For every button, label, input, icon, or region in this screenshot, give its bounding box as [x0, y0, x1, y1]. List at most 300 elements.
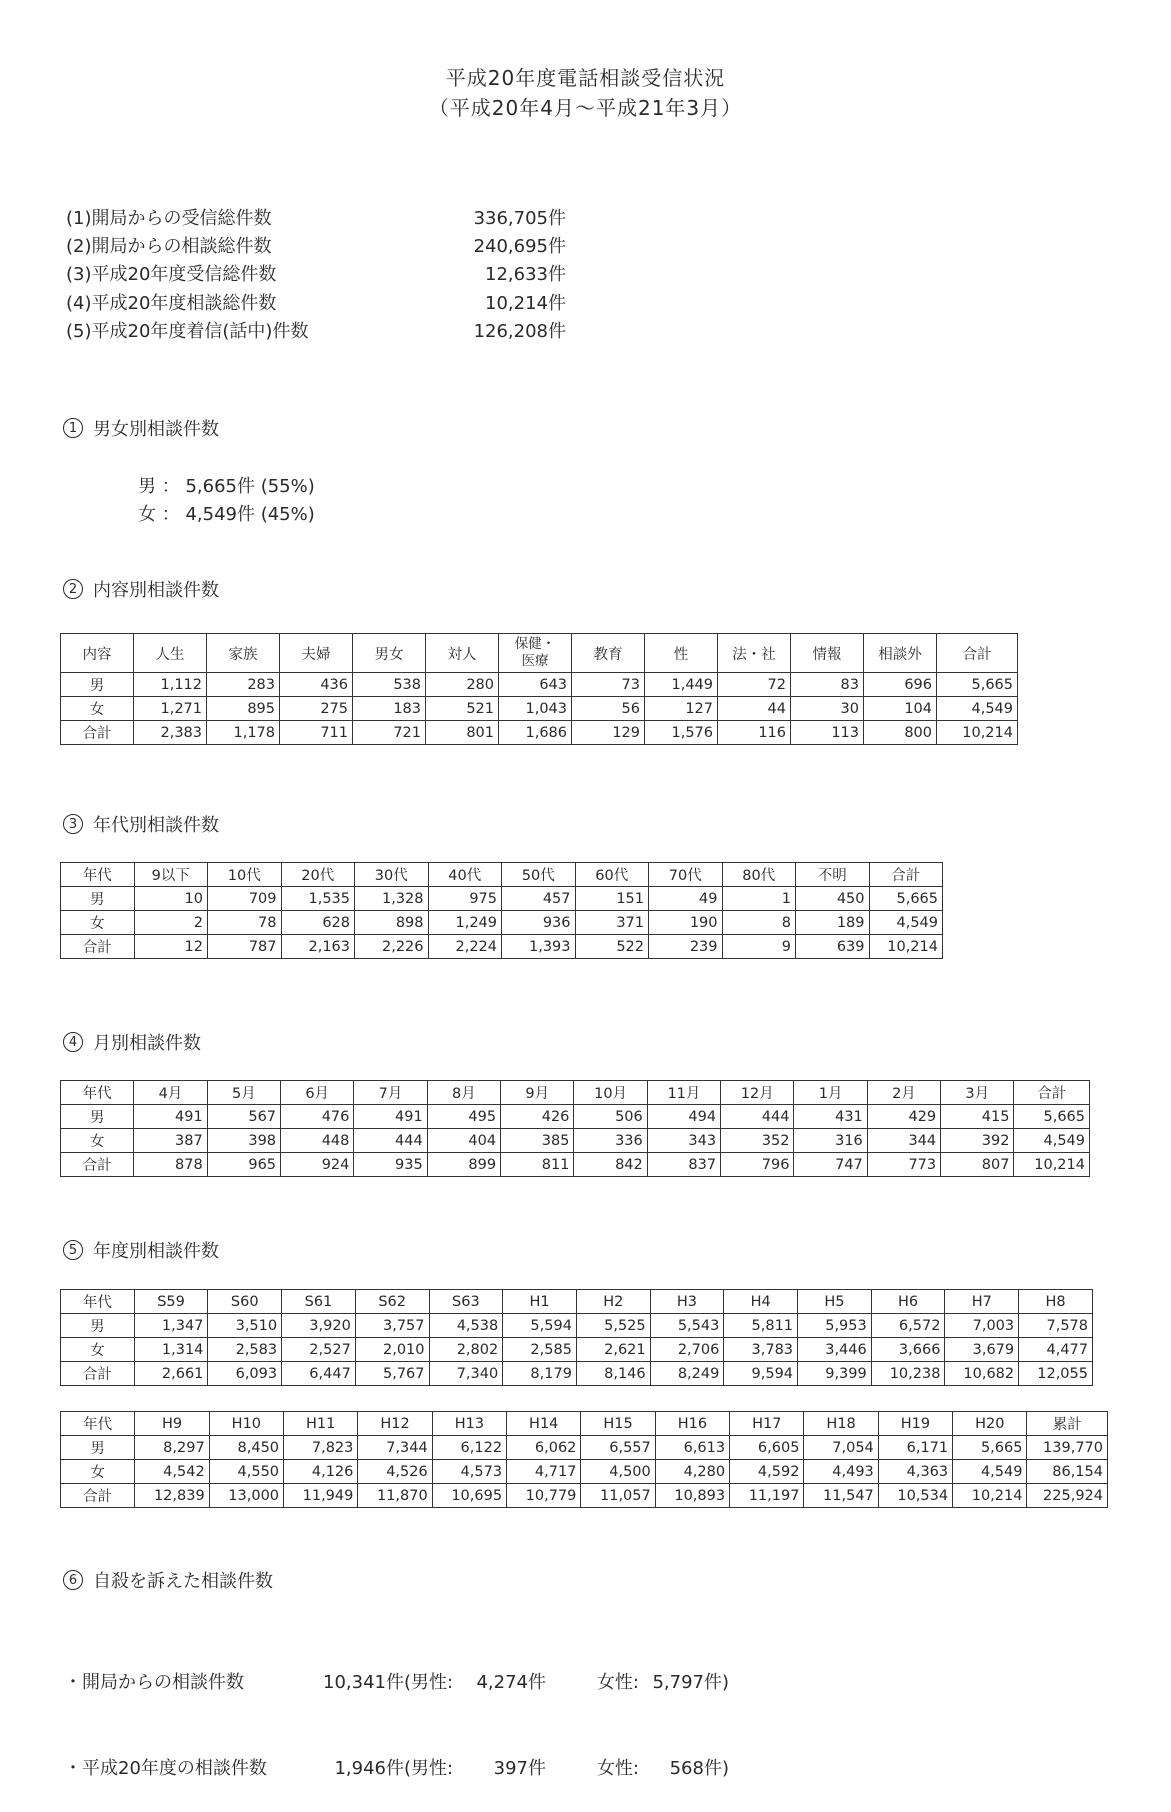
table-cell: 899	[427, 1153, 500, 1177]
header-cell: S59	[134, 1290, 208, 1314]
header-cell: 30代	[355, 863, 429, 887]
female-label: 女性:	[596, 1757, 639, 1779]
table-cell: 9,594	[724, 1362, 798, 1386]
header-cell: 50代	[502, 863, 576, 887]
table-cell: 4,550	[209, 1460, 283, 1484]
table-cell: 1,043	[499, 697, 572, 721]
table-row	[61, 1105, 1090, 1129]
section-number: 1	[63, 418, 83, 438]
header-cell: 5月	[207, 1081, 280, 1105]
table-cell: 4,549	[869, 911, 943, 935]
table-cell: 1,576	[645, 721, 718, 745]
header-cell: 相談外	[864, 634, 937, 673]
header-cell: H4	[724, 1290, 798, 1314]
table-cell: 6,572	[871, 1314, 945, 1338]
table-cell: 4,549	[937, 697, 1018, 721]
table-cell: 12	[134, 935, 208, 959]
yearly-table-a	[60, 1289, 1093, 1386]
table-cell: 1,249	[428, 911, 502, 935]
table-cell: 936	[502, 911, 576, 935]
table-cell: 431	[794, 1105, 867, 1129]
stat-label: ・開局からの相談件数	[64, 1672, 244, 1693]
table-cell: 8,249	[650, 1362, 724, 1386]
page-subtitle: （平成20年4月～平成21年3月）	[428, 96, 743, 120]
table-cell: 280	[426, 673, 499, 697]
table-cell: 11,057	[581, 1484, 655, 1508]
table-cell: 2,706	[650, 1338, 724, 1362]
table-cell: 429	[867, 1105, 940, 1129]
table-cell: 811	[501, 1153, 574, 1177]
stat-label: ・平成20年度の相談件数	[64, 1757, 267, 1779]
table-cell: 10,534	[878, 1484, 952, 1508]
female-label: 女性:	[596, 1672, 639, 1693]
male-value: 4,274件	[476, 1672, 546, 1693]
table-cell: 495	[427, 1105, 500, 1129]
table-cell: 837	[647, 1153, 720, 1177]
table-cell: 2,661	[134, 1362, 208, 1386]
table-cell: 183	[353, 697, 426, 721]
suicide-row	[64, 1669, 729, 1698]
table-header-row	[61, 863, 943, 887]
row-label-cell: 合計	[61, 1153, 134, 1177]
table-cell: 129	[572, 721, 645, 745]
page-title: 平成20年度電話相談受信状況	[445, 66, 726, 90]
header-cell: 10代	[208, 863, 282, 887]
summary-item	[66, 231, 566, 259]
table-cell: 316	[794, 1129, 867, 1153]
header-cell: H5	[798, 1290, 872, 1314]
table-cell: 8,450	[209, 1436, 283, 1460]
section-title: 年度別相談件数	[93, 1241, 219, 1262]
table-cell: 924	[281, 1153, 354, 1177]
table-cell: 773	[867, 1153, 940, 1177]
table-cell: 344	[867, 1129, 940, 1153]
table-row	[61, 673, 1018, 697]
header-cell: 9以下	[134, 863, 208, 887]
table-cell: 12,839	[135, 1484, 209, 1508]
header-cell: H14	[507, 1412, 581, 1436]
table-cell: 104	[864, 697, 937, 721]
table-cell: 127	[645, 697, 718, 721]
row-label-cell: 合計	[61, 721, 134, 745]
summary-label: (2)開局からの相談総件数	[66, 236, 272, 258]
section-title: 内容別相談件数	[93, 580, 219, 601]
table-cell: 4,542	[135, 1460, 209, 1484]
table-cell: 404	[427, 1129, 500, 1153]
header-cell: 合計	[1014, 1081, 1090, 1105]
row-label-cell: 男	[61, 1105, 134, 1129]
table-header-row	[61, 634, 1018, 673]
table-cell: 721	[353, 721, 426, 745]
table-cell: 696	[864, 673, 937, 697]
table-header-row	[61, 1412, 1108, 1436]
table-cell: 11,870	[358, 1484, 432, 1508]
table-cell: 975	[428, 887, 502, 911]
table-cell: 10	[134, 887, 208, 911]
summary-item	[66, 203, 566, 231]
table-cell: 8,146	[576, 1362, 650, 1386]
table-cell: 4,126	[284, 1460, 358, 1484]
table-cell: 491	[354, 1105, 427, 1129]
male-count: 男 ： 5,665件 (55%)	[138, 476, 315, 497]
table-cell: 10,893	[655, 1484, 729, 1508]
table-cell: 7,344	[358, 1436, 432, 1460]
table-cell: 4,493	[804, 1460, 878, 1484]
header-cell: 人生	[134, 634, 207, 673]
table-cell: 6,062	[507, 1436, 581, 1460]
table-cell: 800	[864, 721, 937, 745]
table-header-row	[61, 1290, 1093, 1314]
table-row	[61, 1362, 1093, 1386]
table-cell: 8,297	[135, 1436, 209, 1460]
table-cell: 189	[796, 911, 870, 935]
table-cell: 444	[721, 1105, 794, 1129]
suicide-row	[64, 1755, 729, 1784]
header-cell: H19	[878, 1412, 952, 1436]
table-cell: 9,399	[798, 1362, 872, 1386]
table-cell: 72	[718, 673, 791, 697]
table-cell: 628	[281, 911, 355, 935]
table-cell: 4,526	[358, 1460, 432, 1484]
section-number: 6	[63, 1570, 83, 1590]
monthly-table	[60, 1080, 1090, 1177]
header-cell: 年代	[61, 863, 135, 887]
table-row	[61, 1460, 1108, 1484]
row-label-cell: 女	[61, 697, 134, 721]
table-cell: 935	[354, 1153, 427, 1177]
summary-value: 336,705件	[473, 208, 566, 230]
table-cell: 476	[281, 1105, 354, 1129]
table-cell: 44	[718, 697, 791, 721]
header-cell: 年代	[61, 1412, 135, 1436]
table-cell: 711	[280, 721, 353, 745]
table-cell: 842	[574, 1153, 647, 1177]
header-cell: 6月	[281, 1081, 354, 1105]
summary-value: 240,695件	[473, 236, 566, 258]
table-cell: 5,953	[798, 1314, 872, 1338]
row-label-cell: 女	[61, 911, 135, 935]
section-title: 月別相談件数	[93, 1033, 201, 1054]
table-cell: 387	[134, 1129, 207, 1153]
table-cell: 10,214	[953, 1484, 1027, 1508]
header-cell: 年代	[61, 1290, 135, 1314]
table-cell: 10,682	[945, 1362, 1019, 1386]
table-cell: 965	[207, 1153, 280, 1177]
table-cell: 6,093	[208, 1362, 282, 1386]
table-cell: 747	[794, 1153, 867, 1177]
header-cell: 内容	[61, 634, 134, 673]
table-cell: 6,171	[878, 1436, 952, 1460]
header-cell: 12月	[721, 1081, 794, 1105]
header-cell: 70代	[649, 863, 723, 887]
table-cell: 275	[280, 697, 353, 721]
table-cell: 3,446	[798, 1338, 872, 1362]
row-label-cell: 女	[61, 1338, 135, 1362]
summary-label: (5)平成20年度着信(話中)件数	[66, 320, 309, 342]
header-cell: 2月	[867, 1081, 940, 1105]
table-cell: 436	[280, 673, 353, 697]
table-cell: 2	[134, 911, 208, 935]
table-cell: 10,779	[507, 1484, 581, 1508]
summary-item	[66, 316, 566, 344]
table-cell: 10,214	[937, 721, 1018, 745]
table-row	[61, 1153, 1090, 1177]
header-cell: 法・社	[718, 634, 791, 673]
table-cell: 6,557	[581, 1436, 655, 1460]
summary-label: (4)平成20年度相談総件数	[66, 292, 277, 314]
section-number: 4	[63, 1032, 83, 1052]
table-cell: 3,666	[871, 1338, 945, 1362]
header-cell: 教育	[572, 634, 645, 673]
row-label-cell: 合計	[61, 1362, 135, 1386]
row-label-cell: 女	[61, 1460, 135, 1484]
section-title: 男女別相談件数	[93, 419, 219, 440]
table-cell: 12,055	[1019, 1362, 1093, 1386]
header-cell: 60代	[575, 863, 649, 887]
header-cell: 11月	[647, 1081, 720, 1105]
table-cell: 643	[499, 673, 572, 697]
table-cell: 5,665	[937, 673, 1018, 697]
table-row	[61, 887, 943, 911]
table-cell: 7,054	[804, 1436, 878, 1460]
table-cell: 521	[426, 697, 499, 721]
table-cell: 336	[574, 1129, 647, 1153]
header-cell: 8月	[427, 1081, 500, 1105]
header-cell: 性	[645, 634, 718, 673]
table-cell: 1,271	[134, 697, 207, 721]
header-cell: S61	[282, 1290, 356, 1314]
header-cell: 3月	[941, 1081, 1014, 1105]
table-cell: 491	[134, 1105, 207, 1129]
header-cell: H16	[655, 1412, 729, 1436]
section-number: 5	[63, 1240, 83, 1260]
table-cell: 343	[647, 1129, 720, 1153]
table-cell: 190	[649, 911, 723, 935]
table-cell: 398	[207, 1129, 280, 1153]
table-cell: 494	[647, 1105, 720, 1129]
male-label: (男性:	[404, 1757, 454, 1779]
table-cell: 7,340	[429, 1362, 503, 1386]
header-cell: H10	[209, 1412, 283, 1436]
female-value: 5,797件)	[652, 1672, 729, 1693]
table-cell: 6,613	[655, 1436, 729, 1460]
header-cell: S63	[429, 1290, 503, 1314]
table-cell: 6,447	[282, 1362, 356, 1386]
header-cell: 4月	[134, 1081, 207, 1105]
header-cell: H3	[650, 1290, 724, 1314]
table-row	[61, 1436, 1108, 1460]
table-cell: 2,621	[576, 1338, 650, 1362]
table-row	[61, 721, 1018, 745]
table-cell: 56	[572, 697, 645, 721]
header-cell: 9月	[501, 1081, 574, 1105]
table-row	[61, 935, 943, 959]
table-row	[61, 697, 1018, 721]
female-value: 568件)	[669, 1757, 729, 1779]
table-cell: 807	[941, 1153, 1014, 1177]
table-cell: 5,594	[503, 1314, 577, 1338]
table-cell: 11,547	[804, 1484, 878, 1508]
table-cell: 3,920	[282, 1314, 356, 1338]
table-cell: 385	[501, 1129, 574, 1153]
table-cell: 787	[208, 935, 282, 959]
table-cell: 5,767	[355, 1362, 429, 1386]
table-cell: 5,665	[869, 887, 943, 911]
header-cell: 累計	[1027, 1412, 1108, 1436]
header-cell: 1月	[794, 1081, 867, 1105]
header-cell: 7月	[354, 1081, 427, 1105]
header-cell: H18	[804, 1412, 878, 1436]
header-cell	[499, 634, 572, 673]
table-cell: 10,238	[871, 1362, 945, 1386]
table-cell: 1,314	[134, 1338, 208, 1362]
table-cell: 878	[134, 1153, 207, 1177]
section4-heading	[63, 1029, 201, 1055]
header-cell: H9	[135, 1412, 209, 1436]
header-cell: 10月	[574, 1081, 647, 1105]
table-cell: 506	[574, 1105, 647, 1129]
header-line: 保健・	[514, 636, 556, 652]
summary-item	[66, 259, 566, 287]
table-row	[61, 1314, 1093, 1338]
table-cell: 10,214	[1014, 1153, 1090, 1177]
table-cell: 4,538	[429, 1314, 503, 1338]
table-cell: 283	[207, 673, 280, 697]
header-cell: 合計	[937, 634, 1018, 673]
row-label-cell: 合計	[61, 935, 135, 959]
table-cell: 1,535	[281, 887, 355, 911]
header-cell: S60	[208, 1290, 282, 1314]
table-cell: 4,573	[432, 1460, 506, 1484]
table-cell: 796	[721, 1153, 794, 1177]
content-table	[60, 633, 1018, 745]
table-cell: 1,347	[134, 1314, 208, 1338]
header-cell: H1	[503, 1290, 577, 1314]
table-cell: 1	[722, 887, 796, 911]
table-cell: 3,757	[355, 1314, 429, 1338]
header-cell: H13	[432, 1412, 506, 1436]
row-label-cell: 合計	[61, 1484, 135, 1508]
summary-label: (3)平成20年度受信総件数	[66, 264, 277, 286]
table-cell: 5,811	[724, 1314, 798, 1338]
header-cell: 家族	[207, 634, 280, 673]
table-cell: 538	[353, 673, 426, 697]
table-cell: 2,802	[429, 1338, 503, 1362]
table-cell: 11,197	[730, 1484, 804, 1508]
table-cell: 239	[649, 935, 723, 959]
table-cell: 30	[791, 697, 864, 721]
table-cell: 2,383	[134, 721, 207, 745]
header-cell: 情報	[791, 634, 864, 673]
table-cell: 10,695	[432, 1484, 506, 1508]
table-cell: 151	[575, 887, 649, 911]
table-cell: 116	[718, 721, 791, 745]
table-cell: 8,179	[503, 1362, 577, 1386]
header-cell: H7	[945, 1290, 1019, 1314]
row-label-cell: 男	[61, 673, 134, 697]
header-cell: 80代	[722, 863, 796, 887]
table-cell: 392	[941, 1129, 1014, 1153]
suicide-stats	[64, 1612, 729, 1812]
table-cell: 448	[281, 1129, 354, 1153]
row-label-cell: 男	[61, 887, 135, 911]
header-cell: 年代	[61, 1081, 134, 1105]
header-cell: 40代	[428, 863, 502, 887]
table-cell: 5,525	[576, 1314, 650, 1338]
table-cell: 2,527	[282, 1338, 356, 1362]
header-cell: H11	[284, 1412, 358, 1436]
header-cell: 男女	[353, 634, 426, 673]
table-cell: 3,783	[724, 1338, 798, 1362]
table-cell: 4,592	[730, 1460, 804, 1484]
table-cell: 139,770	[1027, 1436, 1108, 1460]
header-cell: H12	[358, 1412, 432, 1436]
table-cell: 225,924	[1027, 1484, 1108, 1508]
table-cell: 895	[207, 697, 280, 721]
header-line: 医療	[521, 653, 549, 669]
table-cell: 415	[941, 1105, 1014, 1129]
table-cell: 4,280	[655, 1460, 729, 1484]
table-cell: 5,665	[1014, 1105, 1090, 1129]
table-cell: 352	[721, 1129, 794, 1153]
table-cell: 2,224	[428, 935, 502, 959]
section1-heading	[63, 415, 219, 441]
table-cell: 709	[208, 887, 282, 911]
section2-heading	[63, 576, 219, 602]
stat-total: 1,946件	[334, 1757, 404, 1779]
table-cell: 4,500	[581, 1460, 655, 1484]
table-cell: 4,549	[1014, 1129, 1090, 1153]
section-title: 年代別相談件数	[93, 815, 219, 836]
header-cell: H2	[576, 1290, 650, 1314]
table-cell: 2,163	[281, 935, 355, 959]
header-cell: 20代	[281, 863, 355, 887]
table-cell: 2,585	[503, 1338, 577, 1362]
table-header-row	[61, 1081, 1090, 1105]
header-cell: 不明	[796, 863, 870, 887]
section-title: 自殺を訴えた相談件数	[93, 1571, 273, 1592]
summary-label: (1)開局からの受信総件数	[66, 208, 272, 230]
table-cell: 73	[572, 673, 645, 697]
table-cell: 450	[796, 887, 870, 911]
table-cell: 78	[208, 911, 282, 935]
table-cell: 2,583	[208, 1338, 282, 1362]
age-table	[60, 862, 943, 959]
female-count: 女 ： 4,549件 (45%)	[138, 504, 315, 525]
summary-value: 12,633件	[485, 264, 566, 286]
table-cell: 4,717	[507, 1460, 581, 1484]
yearly-table-b	[60, 1411, 1108, 1508]
summary-value: 126,208件	[473, 320, 566, 342]
table-cell: 7,823	[284, 1436, 358, 1460]
stat-total: 10,341件	[323, 1672, 404, 1693]
table-cell: 639	[796, 935, 870, 959]
row-label-cell: 男	[61, 1436, 135, 1460]
table-cell: 567	[207, 1105, 280, 1129]
header-cell: H20	[953, 1412, 1027, 1436]
table-cell: 457	[502, 887, 576, 911]
summary-list	[66, 203, 566, 344]
table-cell: 4,477	[1019, 1338, 1093, 1362]
summary-item	[66, 288, 566, 316]
table-row	[61, 1484, 1108, 1508]
table-cell: 9	[722, 935, 796, 959]
section-number: 3	[63, 814, 83, 834]
table-cell: 7,578	[1019, 1314, 1093, 1338]
table-cell: 5,665	[953, 1436, 1027, 1460]
male-label: (男性:	[404, 1672, 454, 1693]
section5-heading	[63, 1237, 219, 1263]
